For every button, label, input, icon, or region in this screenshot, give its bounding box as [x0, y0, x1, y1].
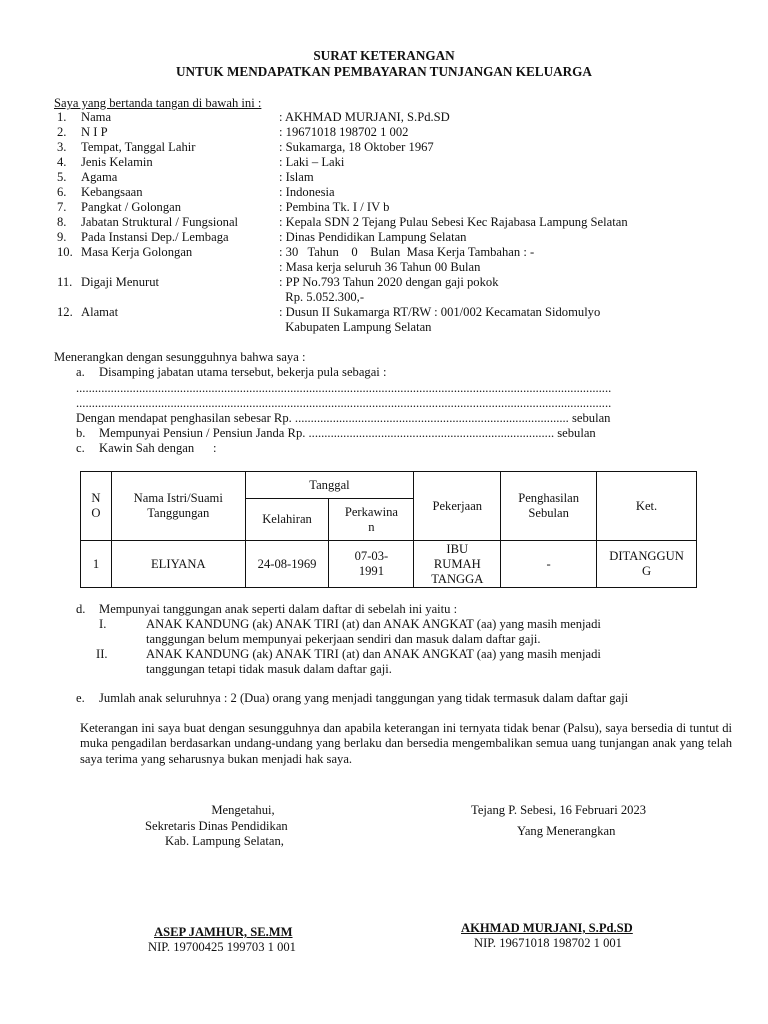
row-value: : 30 Tahun 0 Bulan Masa Kerja Tambahan : - [279, 245, 535, 259]
item-b-text: Mempunyai Pensiun / Pensiun Janda Rp. .............................................................................. sebulan [99, 426, 596, 440]
blank-line: .......................................................................................................................................................................... [76, 396, 612, 410]
left-acknowledge: Mengetahui, [211, 803, 275, 817]
cell-note: DITANGGUN G [597, 541, 697, 588]
table-row [81, 541, 697, 588]
item-ii-marker: II. [96, 647, 108, 661]
closing-paragraph: Keterangan ini saya buat dengan sesungguhnya dan apabila keterangan ini ternyata tidak benar (Palsu), saya bersedia di tuntut di muka pengadilan berdasarkan undang-undang yang berlaku dan bersedia mengembalikan semua uang tunjangan anak yang telah saya terima yang seharusnya bukan menjadi hak saya. [80, 721, 732, 766]
row-label: Kebangsaan [81, 185, 143, 199]
row-number: 12. [57, 305, 73, 319]
row-label: Pangkat / Golongan [81, 200, 182, 214]
row-value: : Islam [279, 170, 314, 184]
item-d-text: Mempunyai tanggungan anak seperti dalam daftar di sebelah ini yaitu : [99, 602, 458, 616]
header-income: Penghasilan Sebulan [501, 472, 597, 541]
place-date: Tejang P. Sebesi, 16 Februari 2023 [471, 803, 647, 817]
row-label: Tempat, Tanggal Lahir [81, 140, 196, 154]
row-number: 10. [57, 245, 73, 259]
item-ii-line: ANAK KANDUNG (ak) ANAK TIRI (at) dan ANAK ANGKAT (aa) yang masih menjadi [146, 647, 601, 661]
row-value: : AKHMAD MURJANI, S.Pd.SD [279, 110, 450, 124]
income-line: Dengan mendapat penghasilan sebesar Rp. ....................................................................................... sebulan [76, 411, 611, 425]
row-value: : 19671018 198702 1 002 [279, 125, 409, 139]
intro-text: Saya yang bertanda tangan di bawah ini : [54, 96, 262, 110]
left-signatory-nip: NIP. 19700425 199703 1 001 [148, 940, 296, 954]
row-value: : PP No.793 Tahun 2020 dengan gaji pokok [279, 275, 499, 289]
item-ii-line: tanggungan tetapi tidak masuk dalam daftar gaji. [146, 662, 392, 676]
row-value: : Dusun II Sukamarga RT/RW : 001/002 Kecamatan Sidomulyo [279, 305, 601, 319]
statement-intro: Menerangkan dengan sesungguhnya bahwa saya : [54, 350, 306, 364]
item-i-line: ANAK KANDUNG (ak) ANAK TIRI (at) dan ANAK ANGKAT (aa) yang masih menjadi [146, 617, 601, 631]
row-value: : Sukamarga, 18 Oktober 1967 [279, 140, 434, 154]
item-e-marker: e. [76, 691, 85, 705]
item-a-marker: a. [76, 365, 85, 379]
row-value: Rp. 5.052.300,- [279, 290, 365, 304]
item-b-marker: b. [76, 426, 86, 440]
row-number: 1. [57, 110, 67, 124]
row-label: Digaji Menurut [81, 275, 159, 289]
row-value: : Dinas Pendidikan Lampung Selatan [279, 230, 467, 244]
row-value: : Kepala SDN 2 Tejang Pulau Sebesi Kec Rajabasa Lampung Selatan [279, 215, 628, 229]
item-e-text: Jumlah anak seluruhnya : 2 (Dua) orang yang menjadi tanggungan yang tidak termasuk dalam daftar gaji [99, 691, 629, 705]
row-number: 6. [57, 185, 67, 199]
header-date: Tanggal [245, 472, 414, 499]
row-value: Kabupaten Lampung Selatan [279, 320, 432, 334]
row-number: 8. [57, 215, 67, 229]
row-label: Alamat [81, 305, 119, 319]
row-number: 5. [57, 170, 67, 184]
row-value: : Masa kerja seluruh 36 Tahun 00 Bulan [279, 260, 481, 274]
header-birth: Kelahiran [245, 499, 329, 541]
row-label: N I P [81, 125, 108, 139]
header-marriage: Perkawina n [329, 499, 414, 541]
row-number: 3. [57, 140, 67, 154]
left-signatory-name: ASEP JAMHUR, SE.MM [154, 925, 293, 939]
row-label: Jenis Kelamin [81, 155, 153, 169]
row-value: : Laki – Laki [279, 155, 345, 169]
right-signatory-name: AKHMAD MURJANI, S.Pd.SD [461, 921, 633, 935]
row-value: : Pembina Tk. I / IV b [279, 200, 390, 214]
row-label: Jabatan Struktural / Fungsional [81, 215, 239, 229]
item-d-marker: d. [76, 602, 86, 616]
item-i-line: tanggungan belum mempunyai pekerjaan sendiri dan masuk dalam daftar gaji. [146, 632, 541, 646]
right-signatory-nip: NIP. 19671018 198702 1 001 [474, 936, 622, 950]
item-c-text: Kawin Sah dengan : [99, 441, 217, 455]
row-label: Masa Kerja Golongan [81, 245, 193, 259]
document-subtitle: UNTUK MENDAPATKAN PEMBAYARAN TUNJANGAN KELUARGA [176, 64, 592, 79]
cell-birth: 24-08-1969 [245, 541, 329, 588]
header-job: Pekerjaan [414, 472, 501, 541]
item-a-text: Disamping jabatan utama tersebut, bekerja pula sebagai : [99, 365, 387, 379]
cell-marriage: 07-03- 1991 [329, 541, 414, 588]
header-no: N O [81, 472, 112, 541]
cell-name: ELIYANA [111, 541, 245, 588]
row-number: 4. [57, 155, 67, 169]
row-label: Agama [81, 170, 118, 184]
cell-no: 1 [81, 541, 112, 588]
header-name: Nama Istri/Suami Tanggungan [111, 472, 245, 541]
row-number: 2. [57, 125, 67, 139]
row-number: 7. [57, 200, 67, 214]
row-number: 11. [57, 275, 73, 289]
row-value: : Indonesia [279, 185, 335, 199]
row-number: 9. [57, 230, 67, 244]
left-position: Sekretaris Dinas Pendidikan [145, 819, 288, 833]
right-role: Yang Menerangkan [517, 824, 616, 838]
cell-job: IBU RUMAH TANGGA [414, 541, 501, 588]
document-title: SURAT KETERANGAN [313, 48, 455, 63]
cell-income: - [501, 541, 597, 588]
row-label: Nama [81, 110, 112, 124]
spouse-table [80, 471, 697, 588]
item-c-marker: c. [76, 441, 85, 455]
row-label: Pada Instansi Dep./ Lembaga [81, 230, 229, 244]
header-note: Ket. [597, 472, 697, 541]
item-i-marker: I. [99, 617, 107, 631]
blank-line: .......................................................................................................................................................................... [76, 381, 612, 395]
left-agency: Kab. Lampung Selatan, [165, 834, 284, 848]
